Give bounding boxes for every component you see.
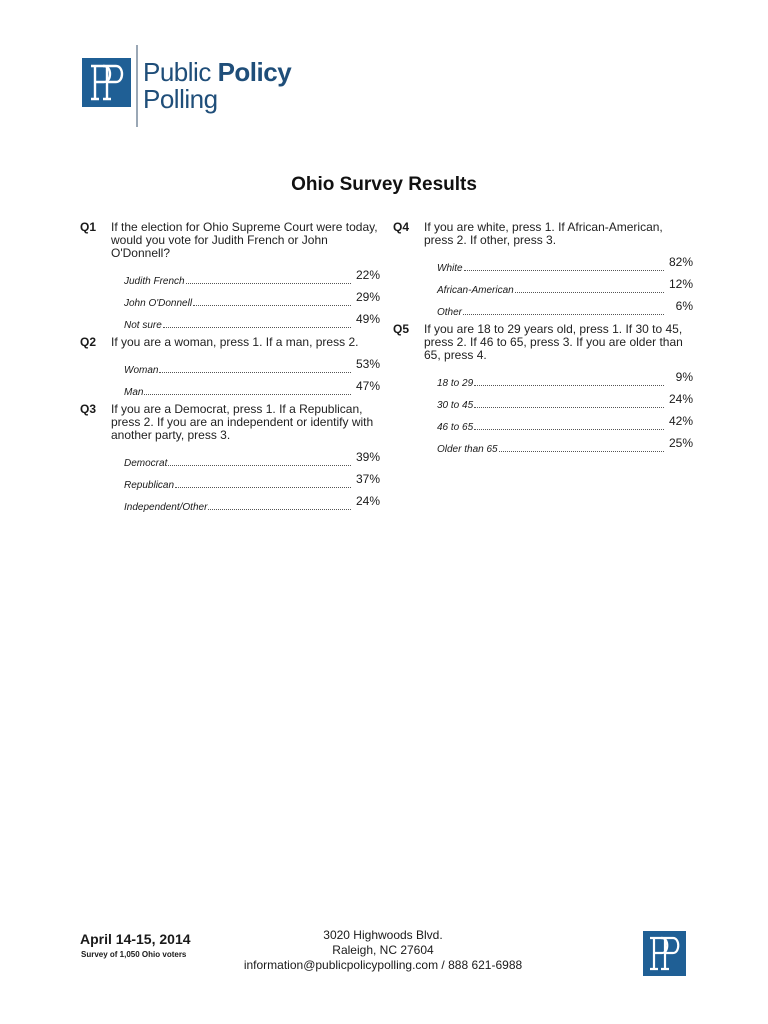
answer-percent: 42%: [668, 414, 693, 428]
question-number: Q5: [393, 322, 410, 336]
answer-percent: 25%: [668, 436, 693, 450]
answer-row: [124, 377, 380, 399]
dot-leader: [193, 304, 351, 306]
question-number: Q1: [80, 220, 97, 234]
dot-leader: [163, 326, 351, 328]
question-number: Q4: [393, 220, 410, 234]
question-text: If you are a Democrat, press 1. If a Republican, press 2. If you are an independent or identify with another party, press 3.: [111, 402, 374, 442]
answer-list: [437, 253, 693, 319]
answer-percent: 39%: [355, 450, 380, 464]
dot-leader: [474, 384, 664, 386]
logo-word-polling: Polling: [143, 84, 218, 114]
footer-address: [200, 928, 566, 973]
dot-leader: [159, 371, 351, 373]
dot-leader: [144, 393, 351, 395]
answer-list: [124, 355, 380, 399]
answer-label: Other: [437, 307, 463, 318]
answer-list: [124, 448, 380, 514]
ppp-logo-mark-icon: [82, 58, 131, 107]
answer-percent: 6%: [675, 299, 693, 313]
answer-label: Judith French: [124, 276, 185, 287]
logo-wordmark: [143, 59, 291, 113]
answer-row: [124, 288, 380, 310]
dot-leader: [168, 464, 351, 466]
answer-label: 30 to 45: [437, 400, 474, 411]
answer-percent: 9%: [675, 370, 693, 384]
answer-label: White: [437, 263, 463, 274]
answer-row: [124, 448, 380, 470]
question-text: If you are a woman, press 1. If a man, press 2.: [111, 335, 359, 349]
answer-list: [437, 368, 693, 456]
dot-leader: [515, 291, 664, 293]
right-column: [393, 221, 693, 460]
answer-row: [437, 368, 693, 390]
logo-word-policy: Policy: [217, 57, 292, 87]
answer-percent: 47%: [355, 379, 380, 393]
answer-row: [437, 434, 693, 456]
answer-label: Republican: [124, 480, 175, 491]
question-q3: [80, 403, 380, 514]
answer-percent: 22%: [355, 268, 380, 282]
dot-leader: [464, 269, 664, 271]
dot-leader: [474, 406, 664, 408]
answer-row: [124, 470, 380, 492]
footer-survey-size: Survey of 1,050 Ohio voters: [81, 950, 187, 959]
answer-row: [437, 390, 693, 412]
logo-word-public: Public: [143, 57, 211, 87]
answer-row: [124, 310, 380, 332]
footer-logo-icon: [643, 931, 686, 976]
question-text: If the election for Ohio Supreme Court were today, would you vote for Judith French or John O'Donnell?: [111, 220, 378, 260]
answer-percent: 29%: [355, 290, 380, 304]
answer-row: [437, 253, 693, 275]
answer-label: Man: [124, 387, 144, 398]
answer-percent: 12%: [668, 277, 693, 291]
answer-label: 46 to 65: [437, 422, 474, 433]
answer-percent: 82%: [668, 255, 693, 269]
page-title: Ohio Survey Results: [291, 174, 477, 195]
answer-row: [124, 492, 380, 514]
answer-row: [124, 355, 380, 377]
answer-label: 18 to 29: [437, 378, 474, 389]
answer-list: [124, 266, 380, 332]
dot-leader: [474, 428, 664, 430]
dot-leader: [175, 486, 351, 488]
question-q2: [80, 336, 380, 399]
answer-percent: 24%: [355, 494, 380, 508]
left-column: [80, 221, 380, 518]
answer-row: [437, 275, 693, 297]
question-text: If you are 18 to 29 years old, press 1. If 30 to 45, press 2. If 46 to 65, press 3. If you are older than 65, press 4.: [424, 322, 683, 362]
dot-leader: [499, 450, 664, 452]
answer-row: [437, 412, 693, 434]
dot-leader: [208, 508, 351, 510]
address-line-1: 3020 Highwoods Blvd.: [323, 928, 443, 942]
question-q5: [393, 323, 693, 456]
dot-leader: [463, 313, 664, 315]
question-q1: [80, 221, 380, 332]
contact-line: information@publicpolicypolling.com / 888 621-6988: [243, 958, 523, 972]
answer-label: Not sure: [124, 320, 162, 331]
answer-percent: 53%: [355, 357, 380, 371]
answer-label: Independent/Other: [124, 502, 208, 513]
logo-divider: [136, 45, 138, 127]
answer-label: Woman: [124, 365, 159, 376]
answer-label: John O'Donnell: [124, 298, 193, 309]
answer-label: Older than 65: [437, 444, 498, 455]
answer-label: Democrat: [124, 458, 168, 469]
address-line-2: Raleigh, NC 27604: [332, 943, 434, 957]
question-number: Q3: [80, 402, 97, 416]
answer-percent: 24%: [668, 392, 693, 406]
question-number: Q2: [80, 335, 97, 349]
answer-label: African-American: [437, 285, 514, 296]
question-q4: [393, 221, 693, 319]
answer-percent: 49%: [355, 312, 380, 326]
answer-row: [124, 266, 380, 288]
dot-leader: [186, 282, 351, 284]
question-text: If you are white, press 1. If African-American, press 2. If other, press 3.: [424, 220, 663, 247]
answer-percent: 37%: [355, 472, 380, 486]
answer-row: [437, 297, 693, 319]
footer-date: April 14-15, 2014: [80, 931, 191, 947]
